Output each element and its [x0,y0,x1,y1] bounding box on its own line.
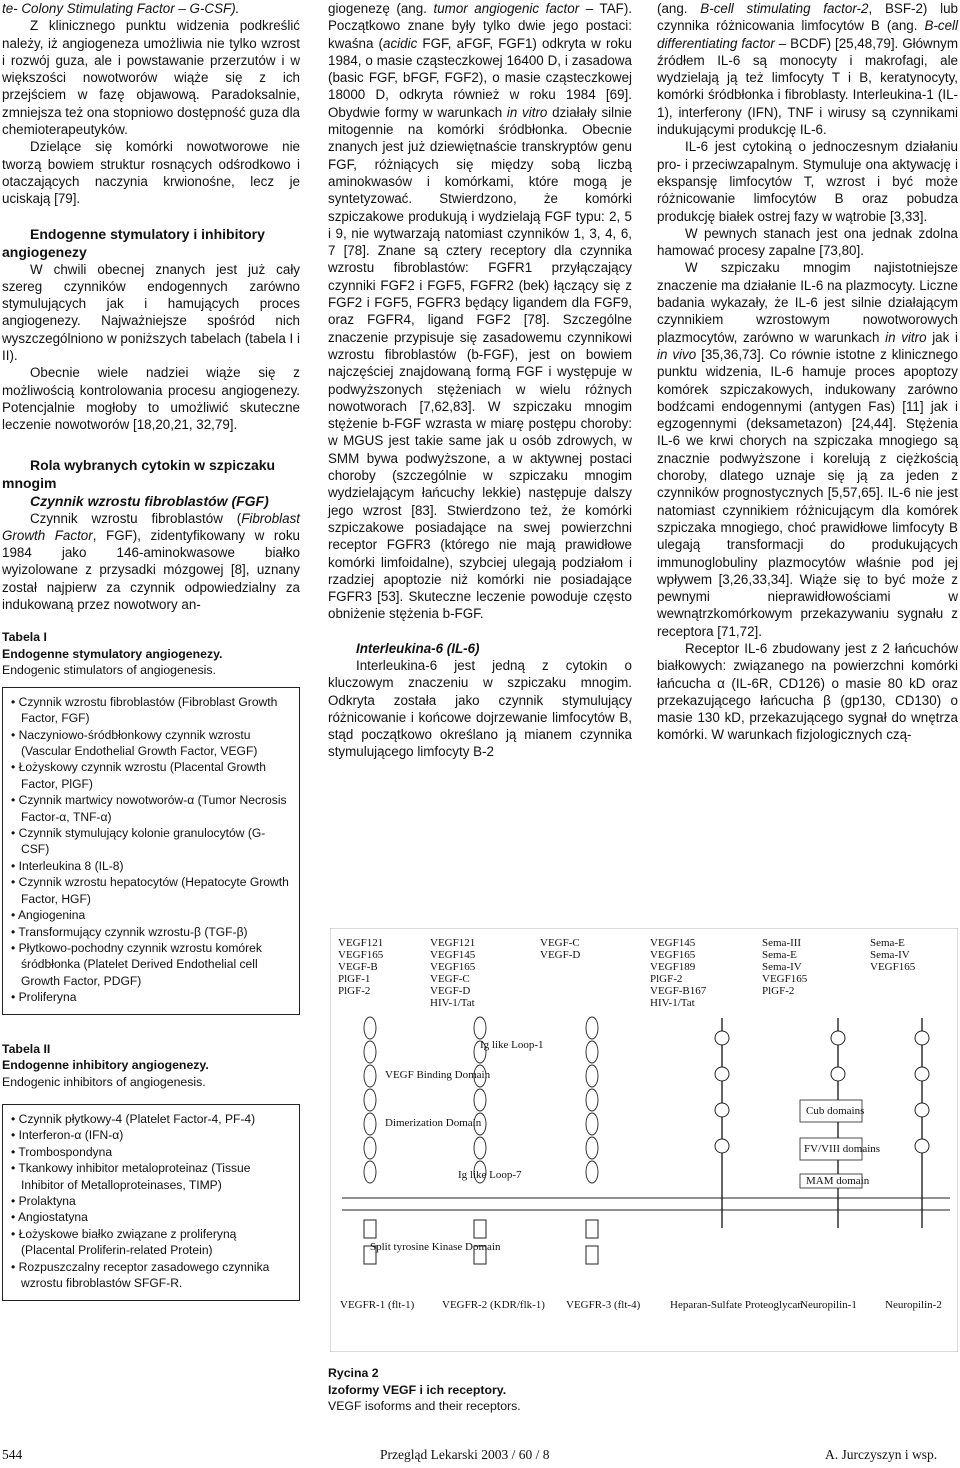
ligand-label: VEGF165 [762,973,808,985]
figure-subtitle: VEGF isoforms and their receptors. [328,1399,521,1413]
ligand-label: VEGF145 [650,937,696,949]
paragraph: te- Colony Stimulating Factor – G-CSF). [2,1,240,16]
ligand-label: VEGF-D [540,949,581,961]
table-label: Tabela I [2,630,47,645]
vegf-receptor-figure [330,928,958,1352]
table-item: • Interferon-α (IFN-α) [9,1127,293,1143]
receptor-label: VEGFR-1 (flt-1) [340,1299,415,1311]
loop1-label: Ig like Loop-1 [480,1039,544,1051]
receptor-label: Neuropilin-2 [885,1299,942,1311]
figure-label: Rycina 2 [328,1366,379,1380]
receptor-label: Heparan-Sulfate Proteoglycan [670,1299,803,1311]
paragraph: IL-6 jest cytokiną o jednoczesnym działaniu pro- i przeciwzapalnym. Stymuluje ona aktywację i ekspansję limfocytów T, wzrost i być może różnicowanie limfocytów B oraz pobudza produkcję białek ostrej fazy w wątrobie [3,33]. [657,139,958,224]
fviii-label: FV/VIII domains [804,1143,881,1155]
ligand-label: PlGF-2 [762,985,795,997]
ig-loop [364,1041,376,1063]
ligand-label: VEGF121 [338,937,384,949]
kinase-domain [364,1220,376,1238]
table-item: • Naczyniowo-śródbłonkowy czynnik wzrostu (Vascular Endothelial Growth Factor, VEGF) [9,727,293,760]
table-label: Tabela II [2,1041,51,1056]
domain-circle [715,1067,729,1081]
ig-loop [364,1089,376,1111]
paragraph: Z klinicznego punktu widzenia podkreślić należy, iż angiogeneza umożliwia nie tylko wzrost i rozwój guza, ale i powstawanie przerzutów i w większości nowotworów wiąże się z ich przejściem w fazę objawową. Paradoksalnie, zmniejsza też ona stopniowo dostępność guza dla chemioterapeutyków. [2,18,300,138]
kinase-domain [474,1220,486,1238]
paragraph: Receptor IL-6 zbudowany jest z 2 łańcuchów białkowych: związanego na powierzchni komórki łańcucha α (IL-6R, CD126) o masie 80 kD oraz przekazującego łańcucha β (gp130, CD130) o masie 130 kD, przekazującego sygnał do wnętrza komórki. W warunkach fizjologicznych czą- [657,640,958,743]
domain-circle [715,1103,729,1117]
section-heading: Endogenne stymulatory i inhibitory angiogenezy [2,225,265,260]
ligand-label: Sema-III [762,937,802,949]
ligand-label: VEGF121 [430,937,476,949]
table-subtitle: Endogenic inhibitors of angiogenesis. [2,1074,206,1089]
ligand-label: VEGF145 [430,949,476,961]
binding-label: VEGF Binding Domain [385,1069,491,1081]
paragraph: W chwili obecnej znanych jest już cały szereg czynników endogennych zarówno stymulujących jak i hamujących proces angiogenezy. Najważniejsze spośród nich wyszczególniono w poniższych tabelach (tabela I i II). [2,261,300,364]
table-subtitle: Endogenic stimulators of angiogenesis. [2,663,216,678]
domain-circle [831,1067,845,1081]
ig-loop [586,1041,598,1063]
ligand-label: VEGF165 [870,961,916,973]
author: A. Jurczyszyn i wsp. [825,1447,938,1462]
ig-loop [586,1137,598,1159]
ligand-label: VEGF165 [650,949,696,961]
ligand-label: PlGF-2 [650,973,683,985]
figure-title: Izoformy VEGF i ich receptory. [328,1382,507,1397]
domain-circle [915,1103,929,1117]
ligand-label: VEGF-B [338,961,378,973]
paragraph: Czynnik wzrostu fibroblastów (Fibroblast Growth Factor, FGF), zidentyfikowany w roku 1984 jako 146-aminokwasowe białko wyizolowane z przysadki mózgowej [8], uznany został najpierw za czynnik odpowiedzialny za indukowaną przez nowotwory an- [2,510,300,613]
kinase-domain [586,1246,598,1264]
ligand-label: VEGF-D [430,985,471,997]
paragraph: Interleukina-6 jest jedną z cytokin o kluczowym znaczeniu w szpiczaku mnogim. Odkryta została jako czynnik stymulujący różnicowanie i końcowe dojrzewanie limfocytów B, stąd początkowo określano ją mianem czynnika stymulującego limfocyty B-2 [328,657,632,760]
domain-circle [915,1067,929,1081]
table-1 [2,687,300,1015]
domain-circle [715,1139,729,1153]
receptor-label: VEGFR-3 (flt-4) [566,1299,641,1311]
column-1 [2,0,300,1301]
table-title: Endogenne stymulatory angiogenezy. [2,646,223,661]
table-2 [2,1104,300,1300]
subsection-heading: Interleukina-6 (IL-6) [356,640,480,656]
figure-caption [328,1365,521,1415]
ligand-label: VEGF-B167 [650,985,707,997]
domain-circle [915,1139,929,1153]
ligand-label: Sema-E [762,949,797,961]
ig-loop [586,1161,598,1183]
ig-loop [364,1161,376,1183]
ligand-label: HIV-1/Tat [650,997,695,1009]
ig-loop [364,1065,376,1087]
receptor-label: VEGFR-2 (KDR/flk-1) [442,1299,545,1311]
domain-circle [915,1031,929,1045]
table-2-caption [2,1041,300,1091]
cub-label: Cub domains [806,1105,865,1117]
kinase-label: Split tyrosine Kinase Domain [370,1241,501,1253]
ligand-label: HIV-1/Tat [430,997,475,1009]
table-item: • Angiostatyna [9,1209,293,1225]
ig-loop [586,1113,598,1135]
ig-loop [364,1137,376,1159]
paragraph: Obecnie wiele nadziei wiąże się z możliwością kontrolowania procesu angiogenezy. Potencjalnie mogłoby to umożliwić skuteczne leczenie nowotworów [18,20,21, 32,79]. [2,365,300,433]
mam-label: MAM domain [806,1175,870,1187]
ligand-label: PlGF-1 [338,973,371,985]
domain-circle [715,1031,729,1045]
journal-name: Przegląd Lekarski 2003 / 60 / 8 [380,1447,550,1462]
paragraph: W szpiczaku mnogim najistotniejsze znaczenie ma działanie IL-6 na plazmocyty. Liczne badania wykazały, że IL-6 jest silnie działającym czynnikiem wzrostowym nowotworowych plazmocytów, zarówno w warunkach in vitro jak i in vivo [35,36,73]. Co równie istotne z klinicznego punktu widzenia, IL-6 hamuje proces apoptozy komórek szpiczakowych, indukowany zarówno bodźcami endogennymi (antygen Fas) [11] jak i egzogennymi (deksametazon) [24,44]. Stężenia IL-6 we krwi chorych na szpiczaka mnogiego są znacznie podwyższone i korelują z ciężkością choroby, dlatego uznaje się ją za jeden z czynników prognostycznych [5,57,65]. IL-6 nie jest natomiast czynnikiem różnicującym dla komórek szpiczaka mnogiego, choć prawidłowe limfocyty B ulegają transformacji do produkujących immunoglobuliny plazmocytów właśnie pod jej wpływem [3,26,33,34]. Wiąże się to być może z pewnymi nieprawidłowościami w wewnątrzkomórkowym przekazywaniu sygnału z receptora [71,72]. [657,260,958,639]
table-item: • Płytkowo-pochodny czynnik wzrostu komórek śródbłonka (Platelet Derived Endothelial cell Growth Factor, PDGF) [9,940,293,989]
ligand-label: VEGF-C [540,937,580,949]
ig-loop [586,1017,598,1039]
kinase-domain [586,1220,598,1238]
paragraph: W pewnych stanach jest ona jednak zdolna hamować procesy zapalne [73,80]. [657,225,958,259]
ligand-label: VEGF-C [430,973,470,985]
table-item: • Trombospondyna [9,1144,293,1160]
ig-loop [474,1089,486,1111]
ig-loop [474,1137,486,1159]
paragraph: giogenezę (ang. tumor angiogenic factor – TAF). Początkowo znane były tylko dwie jego postaci: kwaśna (acidic FGF, aFGF, FGF1) odkryta w roku 1984, o masie cząsteczkowej 16400 D, i zasadowa (basic FGF, bFGF, FGF2), o masie cząsteczkowej 18000 D, odkryta również w roku 1984 [69]. Obydwie formy w warunkach in vitro działały silnie mitogennie na komórki śródbłonka. Obecnie znanych jest już dziewiętnaście transkryptów genu FGF, różniących się między sobą liczbą aminokwasów i komórkami, które mogą je syntetyzować. Stwierdzono, że komórki szpiczakowe produkują i wydzielają FGF typu: 2, 5 i 9, nie wytwarzają natomiast czynników 1, 3, 4, 6, 7 [78]. Znane są cztery receptory dla czynnika wzrostu fibroblastów: FGFR1 przyłączający czynniki FGF2 i FGF5, FGFR2 (bek) łączący się z FGF2 i FGF5, FGFR3 będący ligandem dla FGF9, oraz FGFR4, ligand FGF2 [78]. Szczególne znaczenie przypisuje się zasadowemu czynnikowi wzrostu fibroblastów (b-FGF), jest on bowiem najczęściej znajdowaną formą FGF i występuje w podwyższonych stężeniach w wielu różnych nowotworach [7,62,83]. W szpiczaku mnogim stężenie b-FGF wzrasta w miarę postępu choroby: w MGUS jest takie same jak u osób zdrowych, w SMM bywa podwyższone, a w aktywnej postaci choroby (szczególnie w szpiczaku mnogim wydzielającym łańcuchy lekkie) następuje dalszy jego wzrost [83]. Stwierdzono też, że komórki szpiczakowe posiadające na swej powierzchni receptor FGFR3 (którego nie mają prawidłowe komórki limfoidalne), szybciej ulegają podziałom i rzadziej apoptozie niż komórki nie posiadające FGFR3 [53]. Skuteczne leczenie powoduje często obniżenie stężenia b-FGF. [328,1,633,622]
paragraph: Dzielące się komórki nowotworowe nie tworzą bowiem struktur rosnących odśrodkowo i otaczających naczynia krwionośne, lecz je uciskają [79]. [2,139,300,207]
table-item: • Czynnik martwicy nowotworów-α (Tumor Necrosis Factor-α, TNF-α) [9,792,293,825]
ligand-label: VEGF189 [650,961,696,973]
table-item: • Proliferyna [9,989,293,1005]
table-item: • Angiogenina [9,907,293,923]
table-item: • Czynnik wzrostu fibroblastów (Fibroblast Growth Factor, FGF) [9,694,293,727]
ig-loop [364,1113,376,1135]
table-item: • Transformujący czynnik wzrostu-β (TGF-β) [9,924,293,940]
dimer-label: Dimerization Domain [385,1117,482,1129]
table-title: Endogenne inhibitory angiogenezy. [2,1058,209,1073]
ligand-label: Sema-IV [762,961,802,973]
ig-loop [586,1065,598,1087]
domain-circle [831,1031,845,1045]
table-item: • Czynnik płytkowy-4 (Platelet Factor-4, PF-4) [9,1111,293,1127]
table-1-caption [2,629,300,679]
ligand-label: VEGF165 [338,949,384,961]
column-2 [328,0,632,761]
table-item: • Łożyskowy czynnik wzrostu (Placental Growth Factor, PlGF) [9,759,293,792]
ig-loop [364,1017,376,1039]
table-item: • Interleukina 8 (IL-8) [9,858,293,874]
ig-loop [474,1017,486,1039]
loop7-label: Ig like Loop-7 [458,1169,522,1181]
table-item: • Czynnik stymulujący kolonie granulocytów (G-CSF) [9,825,293,858]
ligand-label: Sema-IV [870,949,910,961]
section-heading: Rola wybranych cytokin w szpiczaku mnogim [2,456,276,491]
table-item: • Czynnik wzrostu hepatocytów (Hepatocyte Growth Factor, HGF) [9,874,293,907]
ligand-label: VEGF165 [430,961,476,973]
table-item: • Rozpuszczalny receptor zasadowego czynnika wzrostu fibroblastów SFGF-R. [9,1259,293,1292]
page-number: 544 [2,1447,23,1462]
table-item: • Łożyskowe białko związane z proliferyną (Placental Proliferin-related Protein) [9,1226,293,1259]
column-3 [657,0,958,744]
receptor-label: Neuropilin-1 [800,1299,857,1311]
ig-loop [586,1089,598,1111]
table-item: • Tkankowy inhibitor metaloproteinaz (Tissue Inhibitor of Metalloproteinases, TIMP) [9,1160,293,1193]
ligand-label: Sema-E [870,937,905,949]
paragraph: (ang. B-cell stimulating factor-2, BSF-2) lub czynnika różnicowania limfocytów B (ang. B-cell differentiating factor – BCDF) [25,48,79]. Głównym źródłem IL-6 są monocyty i makrofagi, ale wydzielają ją też limfocyty T i B, keratynocyty, komórki śródbłonka i fibroblasty. Interleukina-1 (IL-1), interferony (IFN), TNF i wirusy są czynnikami indukującymi produkcję IL-6. [657,1,958,138]
table-item: • Prolaktyna [9,1193,293,1209]
ligand-label: PlGF-2 [338,985,371,997]
subsection-heading: Czynnik wzrostu fibroblastów (FGF) [30,492,269,509]
